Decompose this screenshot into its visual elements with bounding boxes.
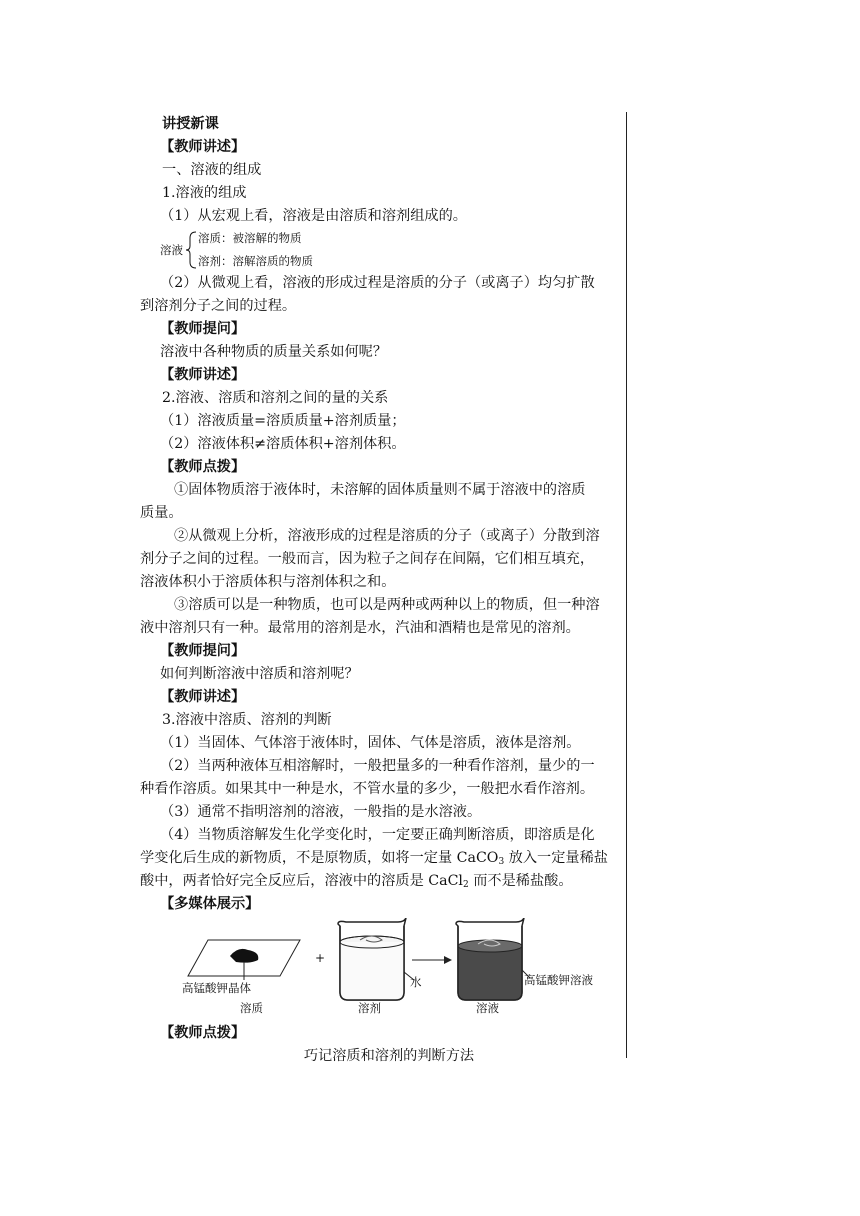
text-run: 放入一定量稀盐 (504, 850, 608, 866)
caption-solvent: 溶剂 (358, 1001, 381, 1015)
brace-item-solute: 溶质：被溶解的物质 (198, 231, 302, 245)
right-border-line (626, 112, 627, 1058)
paragraph: （2）从微观上看，溶液的形成过程是溶质的分子（或离子）均匀扩散 (160, 275, 595, 291)
paragraph (140, 847, 618, 870)
point-3-title: 3.溶液中溶质、溶剂的判断 (162, 712, 332, 728)
brace-label: 溶液 (160, 243, 183, 257)
subscript: 3 (498, 857, 505, 867)
water-label: 水 (410, 975, 422, 989)
paragraph: ①固体物质溶于液体时，未溶解的固体质量则不属于溶液中的溶质 (174, 482, 586, 498)
paragraph: 溶液中各种物质的质量关系如何呢？ (160, 344, 388, 360)
lesson-content (140, 113, 618, 1068)
dissolution-illustration (160, 918, 618, 1032)
crystal-label: 高锰酸钾晶体 (182, 981, 251, 995)
paragraph: （1）从宏观上看，溶液是由溶质和溶剂组成的。 (160, 208, 467, 224)
heading-multimedia: 【多媒体展示】 (160, 896, 260, 912)
subheading-composition: 一、溶液的组成 (162, 162, 262, 178)
paragraph: 到溶剂分子之间的过程。 (140, 298, 297, 314)
subscript: 2 (462, 880, 469, 890)
heading-teacher-tip: 【教师点拨】 (160, 1025, 246, 1041)
caption-solution: 溶液 (476, 1001, 499, 1015)
heading-teacher-narration: 【教师讲述】 (160, 367, 246, 383)
point-1-title: 1.溶液的组成 (162, 185, 247, 201)
heading-teacher-tip: 【教师点拨】 (160, 459, 246, 475)
paragraph: ③溶质可以是一种物质，也可以是两种或两种以上的物质，但一种溶 (174, 597, 600, 613)
text-run: 而不是稀盐酸。 (468, 873, 573, 889)
tip-title: 巧记溶质和溶剂的判断方法 (303, 1048, 475, 1064)
section-title: 讲授新课 (162, 116, 219, 132)
paragraph (140, 870, 618, 893)
beaker-water (338, 918, 406, 1000)
paragraph: 质量。 (140, 505, 183, 521)
text-run: 酸中，两者恰好完全反应后，溶液中的溶质是 CaCl (140, 873, 463, 889)
solution-brace-diagram (160, 228, 618, 272)
point-2-title: 2.溶液、溶质和溶剂之间的量的关系 (162, 390, 389, 406)
heading-teacher-narration: 【教师讲述】 (160, 689, 246, 705)
paragraph: 液中溶剂只有一种。最常用的溶剂是水，汽油和酒精也是常见的溶剂。 (140, 620, 580, 636)
paragraph: 种看作溶质。如果其中一种是水，不管水量的多少，一般把水看作溶剂。 (140, 781, 595, 797)
plus-sign: + (315, 951, 326, 965)
arrow-head-icon (444, 956, 452, 964)
text-run: 学变化后生成的新物质，不是原物质，如将一定量 CaCO (140, 850, 499, 866)
dissolution-figure (160, 918, 618, 1032)
paragraph: 剂分子之间的过程。一般而言，因为粒子之间存在间隔，它们相互填充， (140, 551, 595, 567)
heading-teacher-question: 【教师提问】 (160, 321, 246, 337)
solution-label: 高锰酸钾溶液 (524, 973, 593, 987)
paragraph: （4）当物质溶解发生化学变化时，一定要正确判断溶质，即溶质是化 (160, 827, 595, 843)
paragraph: （1）溶液质量=溶质质量+溶剂质量； (160, 413, 406, 429)
heading-teacher-question: 【教师提问】 (160, 643, 246, 659)
brace-item-solvent: 溶剂：溶解溶质的物质 (198, 254, 313, 268)
heading-teacher-narration: 【教师讲述】 (160, 139, 246, 155)
paragraph: （2）溶液体积≠溶质体积+溶剂体积。 (160, 436, 406, 452)
paragraph: （2）当两种液体互相溶解时，一般把量多的一种看作溶剂，量少的一 (160, 758, 595, 774)
brace-icon (184, 230, 198, 270)
caption-solute: 溶质 (240, 1001, 263, 1015)
paragraph: （3）通常不指明溶剂的溶液，一般指的是水溶液。 (160, 804, 482, 820)
paragraph: 溶液体积小于溶质体积与溶剂体积之和。 (140, 574, 396, 590)
paragraph: ②从微观上分析，溶液形成的过程是溶质的分子（或离子）分散到溶 (174, 528, 600, 544)
paragraph: 如何判断溶液中溶质和溶剂呢？ (160, 666, 359, 682)
beaker-solution (456, 918, 524, 1000)
paragraph: （1）当固体、气体溶于液体时，固体、气体是溶质，液体是溶剂。 (160, 735, 581, 751)
